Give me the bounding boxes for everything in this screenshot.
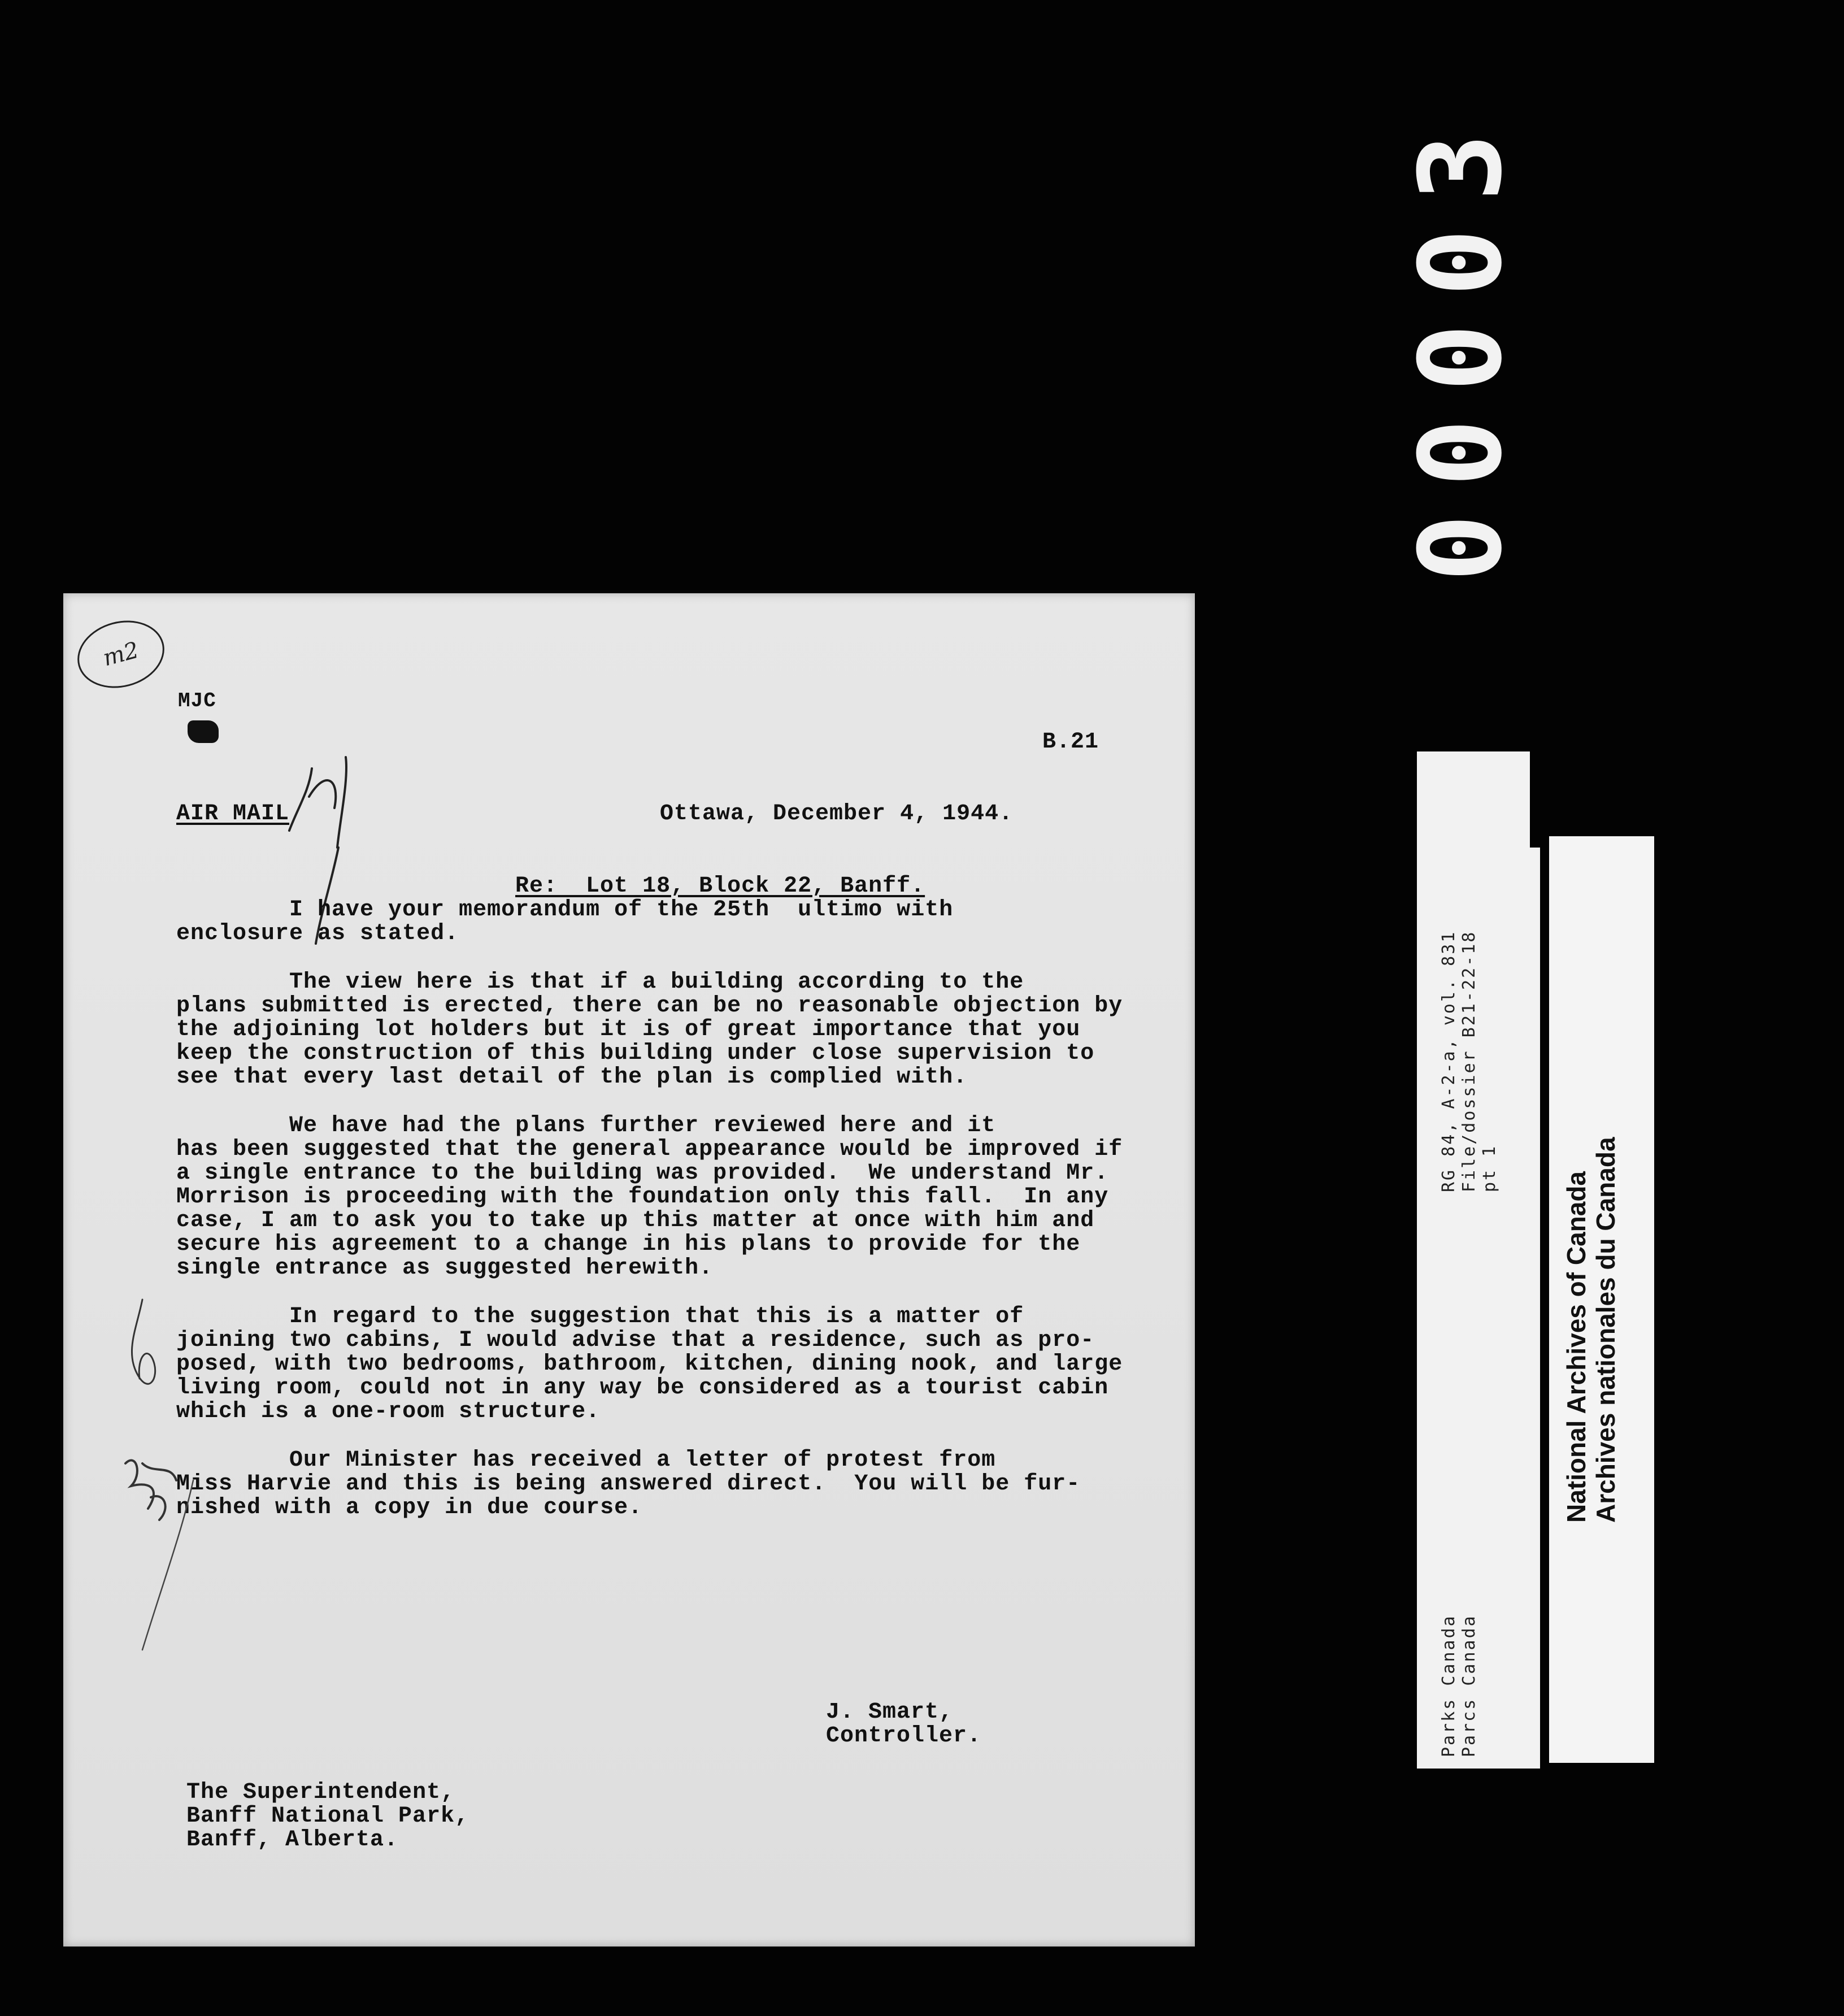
reference-line-2: File/dossier B21-22-18 [1459,930,1479,1192]
addressee-line-1: The Superintendent, [186,1780,455,1805]
circled-handwritten-mark: m2 [70,611,172,697]
paragraph-3-line-3: a single entrance to the building was provided. We understand Mr. [176,1161,1109,1186]
agency-name-fr: Parcs Canada [1459,1614,1479,1757]
archives-name-en: National Archives of Canada [1562,1171,1591,1523]
margin-pencil-annotation [103,1294,210,1656]
paragraph-3-line-4: Morrison is proceeding with the foundation only this fall. In any [176,1184,1109,1210]
paragraph-2-line-3: the adjoining lot holders but it is of great importance that you [176,1017,1081,1042]
reference-label [1417,751,1530,1769]
reference-line-3: pt 1 [1480,1144,1499,1192]
paragraph-4-line-2: joining two cabins, I would advise that a residence, such as pro- [176,1328,1095,1353]
paragraph-2-line-2: plans submitted is erected, there can be no reasonable objection by [176,993,1123,1019]
addressee-line-3: Banff, Alberta. [186,1827,399,1853]
paragraph-4-line-3: posed, with two bedrooms, bathroom, kitchen, dining nook, and large [176,1352,1123,1377]
addressee-line-2: Banff National Park, [186,1804,469,1829]
subject-text: Re: Lot 18, Block 22, Banff. [515,874,925,899]
file-reference: B.21 [1042,729,1099,755]
label-tab [1530,848,1540,1769]
paragraph-1-line-1: I have your memorandum of the 25th ultimo with [176,897,954,923]
ink-blot [188,720,219,743]
paragraph-3-line-6: secure his agreement to a change in his plans to provide for the [176,1232,1081,1257]
archives-name-fr: Archives nationales du Canada [1591,1137,1620,1523]
place-and-date: Ottawa, December 4, 1944. [660,801,1014,827]
film-frame-counter: 00003 [1395,106,1527,582]
paragraph-3-line-2: has been suggested that the general appearance would be improved if [176,1137,1123,1162]
paragraph-2-line-1: The view here is that if a building according to the [176,970,1024,995]
paragraph-4-line-4: living room, could not in any way be considered as a tourist cabin [176,1375,1109,1401]
paragraph-2-line-4: keep the construction of this building under close supervision to [176,1041,1095,1066]
paragraph-4-line-1: In regard to the suggestion that this is a matter of [176,1304,1024,1329]
paragraph-5-line-3: nished with a copy in due course. [176,1495,643,1520]
archives-label [1549,836,1654,1763]
paragraph-3-line-7: single entrance as suggested herewith. [176,1255,714,1281]
paragraph-2-line-5: see that every last detail of the plan is complied with. [176,1065,968,1090]
paragraph-4-line-5: which is a one-room structure. [176,1399,601,1424]
signature-name: J. Smart, [826,1700,954,1725]
letter-page [63,593,1195,1947]
delivery-method: AIR MAIL [176,801,290,827]
typist-initials: MJC [178,689,216,712]
paragraph-3-line-1: We have had the plans further reviewed here and it [176,1113,996,1139]
paragraph-1-line-2: enclosure as stated. [176,921,459,946]
paragraph-3-line-5: case, I am to ask you to take up this matter at once with him and [176,1208,1095,1233]
paragraph-5-line-1: Our Minister has received a letter of protest from [176,1448,996,1473]
signature-title: Controller. [826,1723,982,1749]
paragraph-5-line-2: Miss Harvie and this is being answered direct. You will be fur- [176,1471,1081,1497]
reference-line-1: RG 84, A-2-a, vol. 831 [1439,930,1459,1192]
agency-name-en: Parks Canada [1439,1614,1459,1757]
